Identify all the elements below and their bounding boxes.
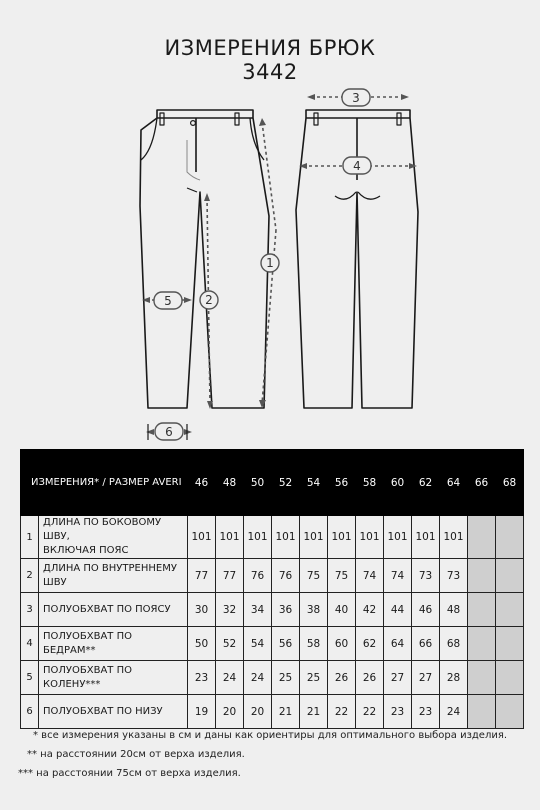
- size-value: 38: [300, 593, 328, 627]
- size-value: 68: [440, 627, 468, 661]
- row-number: 6: [21, 695, 39, 729]
- size-value: 24: [244, 661, 272, 695]
- svg-text:1: 1: [266, 256, 274, 270]
- empty-size-cell: [468, 661, 496, 695]
- size-value: 73: [440, 559, 468, 593]
- row-number: 3: [21, 593, 39, 627]
- size-value: 46: [412, 593, 440, 627]
- marker-6: [155, 423, 183, 440]
- size-value: 101: [328, 516, 356, 559]
- table-row: [21, 695, 524, 729]
- row-label: [39, 661, 188, 695]
- size-value: 76: [244, 559, 272, 593]
- size-value: 26: [328, 661, 356, 695]
- row-number: 5: [21, 661, 39, 695]
- size-value: 62: [356, 627, 384, 661]
- page-title: ИЗМЕРЕНИЯ БРЮК: [164, 36, 376, 60]
- table-header-row: [21, 450, 524, 516]
- row-label-line: ПОЛУОБХВАТ ПО КОЛЕНУ***: [43, 664, 132, 690]
- size-value: 101: [384, 516, 412, 559]
- marker-2: [200, 291, 218, 309]
- size-header: 52: [272, 450, 300, 516]
- row-label-line: ДЛИНА ПО БОКОВОМУ ШВУ,: [43, 517, 162, 542]
- model-number: 3442: [242, 60, 298, 84]
- row-label: [39, 516, 188, 559]
- empty-size-cell: [496, 695, 524, 729]
- empty-size-cell: [496, 516, 524, 559]
- size-value: 75: [300, 559, 328, 593]
- size-value: 56: [272, 627, 300, 661]
- size-value: 34: [244, 593, 272, 627]
- size-value: 60: [328, 627, 356, 661]
- marker-4: [343, 157, 371, 174]
- size-value: 19: [188, 695, 216, 729]
- size-value: 74: [384, 559, 412, 593]
- size-value: 23: [384, 695, 412, 729]
- empty-size-cell: [468, 559, 496, 593]
- size-value: 25: [300, 661, 328, 695]
- empty-size-cell: [468, 516, 496, 559]
- size-value: 101: [272, 516, 300, 559]
- size-header: 62: [412, 450, 440, 516]
- empty-size-cell: [496, 627, 524, 661]
- row-label-line: ПОЛУОБХВАТ ПО НИЗУ: [43, 705, 163, 717]
- svg-text:2: 2: [205, 293, 213, 307]
- size-value: 23: [188, 661, 216, 695]
- trousers-diagram: [0, 80, 540, 445]
- size-value: 101: [188, 516, 216, 559]
- size-value: 44: [384, 593, 412, 627]
- size-value: 20: [216, 695, 244, 729]
- row-label: [39, 627, 188, 661]
- size-value: 77: [188, 559, 216, 593]
- size-header: 60: [384, 450, 412, 516]
- row-label-line: ПОЛУОБХВАТ ПО ПОЯСУ: [43, 603, 171, 615]
- size-value: 20: [244, 695, 272, 729]
- size-value: 21: [300, 695, 328, 729]
- row-label-line: ДЛИНА ПО ВНУТРЕННЕМУ: [43, 562, 177, 574]
- footnote-1: * все измерения указаны в см и даны как ориентиры для оптимального выбора изделия.: [33, 730, 508, 741]
- size-value: 75: [328, 559, 356, 593]
- size-header: 68: [496, 450, 524, 516]
- empty-size-cell: [468, 695, 496, 729]
- size-value: 30: [188, 593, 216, 627]
- row-label: [39, 559, 188, 593]
- row-label-line: ВКЛЮЧАЯ ПОЯС: [43, 545, 129, 556]
- size-value: 24: [440, 695, 468, 729]
- size-value: 42: [356, 593, 384, 627]
- size-value: 73: [412, 559, 440, 593]
- size-value: 76: [272, 559, 300, 593]
- size-value: 26: [356, 661, 384, 695]
- row-label-line: ШВУ: [43, 576, 67, 588]
- size-header: 56: [328, 450, 356, 516]
- size-value: 77: [216, 559, 244, 593]
- footnote-2: ** на расстоянии 20см от верха изделия.: [27, 749, 245, 760]
- row-label-line: ПОЛУОБХВАТ ПО БЕДРАМ**: [43, 630, 132, 656]
- size-value: 22: [328, 695, 356, 729]
- size-value: 50: [188, 627, 216, 661]
- size-value: 54: [244, 627, 272, 661]
- empty-size-cell: [468, 593, 496, 627]
- marker-5: [154, 292, 182, 309]
- size-value: 32: [216, 593, 244, 627]
- row-label: [39, 695, 188, 729]
- size-value: 64: [384, 627, 412, 661]
- size-header: 58: [356, 450, 384, 516]
- row-number: 2: [21, 559, 39, 593]
- size-value: 58: [300, 627, 328, 661]
- svg-text:6: 6: [165, 425, 173, 439]
- size-header: 66: [468, 450, 496, 516]
- row-number: 1: [21, 516, 39, 559]
- svg-text:4: 4: [353, 159, 361, 173]
- size-chart-table: [20, 449, 524, 729]
- table-row: [21, 661, 524, 695]
- footnote-3: *** на расстоянии 75см от верха изделия.: [18, 768, 241, 779]
- empty-size-cell: [496, 593, 524, 627]
- front-trousers-outline: [140, 110, 269, 408]
- size-value: 101: [440, 516, 468, 559]
- table-row: [21, 516, 524, 559]
- size-value: 101: [244, 516, 272, 559]
- svg-text:5: 5: [164, 294, 172, 308]
- size-header: 54: [300, 450, 328, 516]
- size-value: 25: [272, 661, 300, 695]
- size-value: 24: [216, 661, 244, 695]
- size-value: 74: [356, 559, 384, 593]
- size-value: 66: [412, 627, 440, 661]
- marker-3: [342, 89, 370, 106]
- marker-1: [261, 254, 279, 272]
- size-value: 101: [300, 516, 328, 559]
- header-label: ИЗМЕРЕНИЯ* / РАЗМЕР AVERI: [21, 450, 188, 516]
- row-number: 4: [21, 627, 39, 661]
- empty-size-cell: [496, 661, 524, 695]
- size-value: 36: [272, 593, 300, 627]
- svg-text:3: 3: [352, 91, 360, 105]
- size-value: 28: [440, 661, 468, 695]
- size-header: 46: [188, 450, 216, 516]
- size-value: 23: [412, 695, 440, 729]
- size-value: 101: [412, 516, 440, 559]
- table-row: [21, 627, 524, 661]
- size-value: 22: [356, 695, 384, 729]
- size-value: 48: [440, 593, 468, 627]
- size-value: 101: [356, 516, 384, 559]
- size-header: 64: [440, 450, 468, 516]
- table-row: [21, 593, 524, 627]
- size-value: 40: [328, 593, 356, 627]
- size-value: 52: [216, 627, 244, 661]
- size-header: 48: [216, 450, 244, 516]
- table-row: [21, 559, 524, 593]
- size-header: 50: [244, 450, 272, 516]
- empty-size-cell: [496, 559, 524, 593]
- size-value: 27: [384, 661, 412, 695]
- size-value: 27: [412, 661, 440, 695]
- empty-size-cell: [468, 627, 496, 661]
- size-value: 101: [216, 516, 244, 559]
- row-label: [39, 593, 188, 627]
- size-value: 21: [272, 695, 300, 729]
